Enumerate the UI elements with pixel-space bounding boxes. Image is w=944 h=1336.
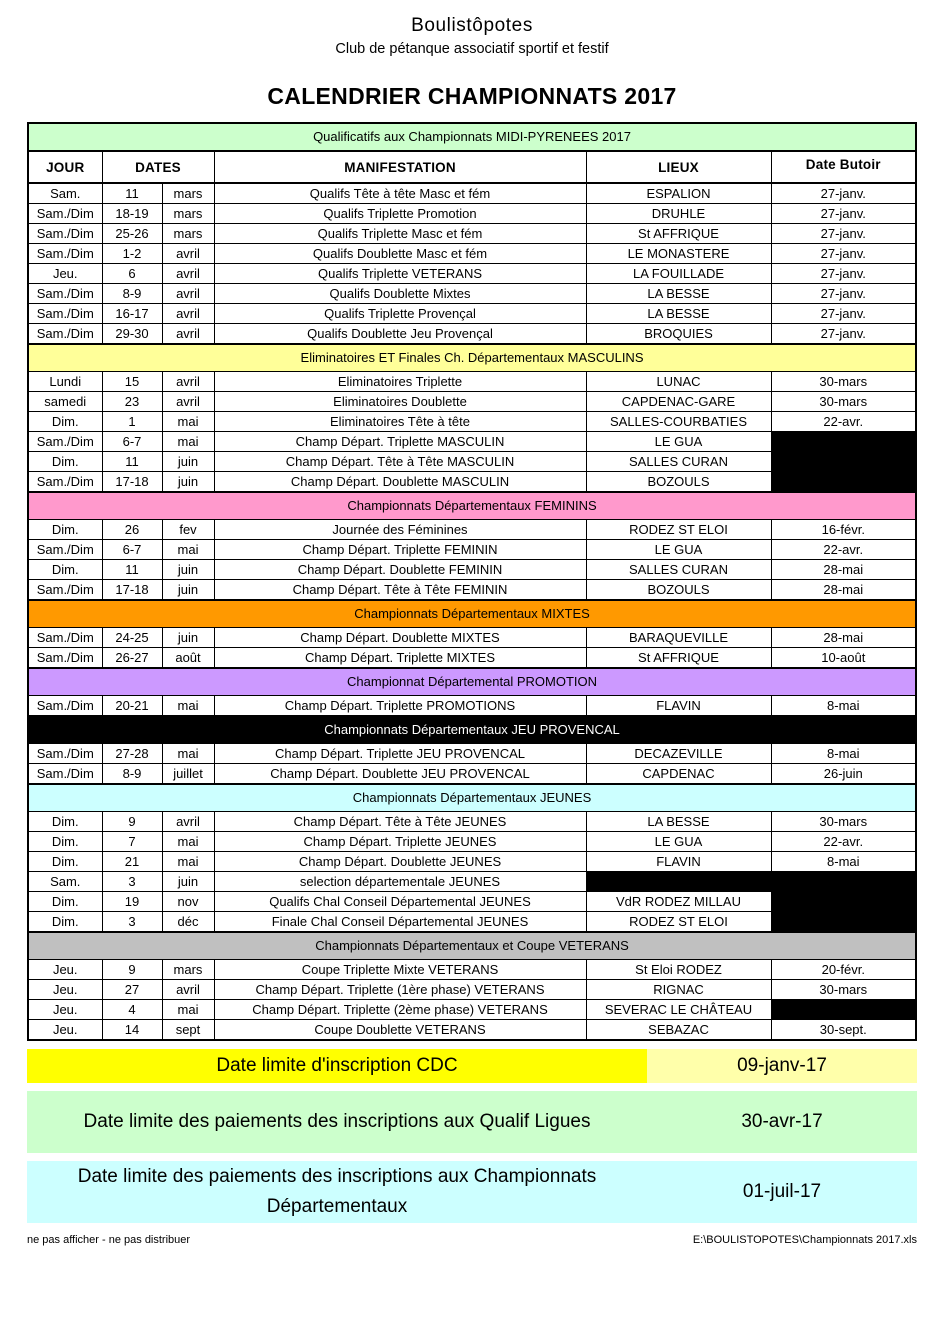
table-row [28, 872, 916, 892]
cell-jour: Dim. [28, 452, 102, 472]
column-header-manifestation: MANIFESTATION [214, 151, 586, 183]
cell-lieux: St Eloi RODEZ [586, 960, 771, 980]
cell-lieux: BOZOULS [586, 580, 771, 601]
cell-jour: Dim. [28, 832, 102, 852]
table-row [28, 284, 916, 304]
table-row [28, 560, 916, 580]
cell-manifestation: Champ Départ. Triplette MASCULIN [214, 432, 586, 452]
cell-manifestation: Champ Départ. Doublette JEUNES [214, 852, 586, 872]
cell-lieux: SEBAZAC [586, 1020, 771, 1041]
cell-manifestation: Qualifs Triplette Masc et fém [214, 224, 586, 244]
cell-lieux: LA FOUILLADE [586, 264, 771, 284]
cell-date-butoir: 28-mai [771, 628, 916, 648]
cell-jour: Sam. [28, 872, 102, 892]
cell-jour: Sam./Dim [28, 540, 102, 560]
cell-jour: Sam./Dim [28, 224, 102, 244]
cell-date-butoir [771, 1000, 916, 1020]
cell-month: déc [162, 912, 214, 933]
cell-date-butoir: 28-mai [771, 560, 916, 580]
cell-manifestation: Qualifs Doublette Jeu Provençal [214, 324, 586, 345]
section-title: Championnats Départementaux FEMININS [28, 492, 916, 520]
cell-day: 1-2 [102, 244, 162, 264]
cell-jour: Jeu. [28, 1020, 102, 1041]
cell-lieux: SEVERAC LE CHÂTEAU [586, 1000, 771, 1020]
table-row [28, 960, 916, 980]
cell-manifestation: Champ Départ. Triplette PROMOTIONS [214, 696, 586, 717]
section-header-row [28, 784, 916, 812]
cell-day: 26 [102, 520, 162, 540]
table-row [28, 764, 916, 785]
column-header-dates: DATES [102, 151, 214, 183]
cell-manifestation: Champ Départ. Triplette MIXTES [214, 648, 586, 669]
cell-month: mars [162, 960, 214, 980]
cell-month: juin [162, 872, 214, 892]
cell-lieux: BOZOULS [586, 472, 771, 493]
cell-date-butoir: 22-avr. [771, 832, 916, 852]
table-row [28, 912, 916, 933]
column-header-row [28, 151, 916, 183]
cell-month: mai [162, 540, 214, 560]
cell-month: juillet [162, 764, 214, 785]
cell-lieux: VdR RODEZ MILLAU [586, 892, 771, 912]
cell-date-butoir [771, 892, 916, 912]
calendar-table [27, 122, 917, 1041]
table-row [28, 852, 916, 872]
table-row [28, 744, 916, 764]
cell-month: août [162, 648, 214, 669]
cell-manifestation: Champ Départ. Triplette JEUNES [214, 832, 586, 852]
cell-month: avril [162, 264, 214, 284]
cell-date-butoir [771, 912, 916, 933]
cell-day: 21 [102, 852, 162, 872]
cell-date-butoir: 16-févr. [771, 520, 916, 540]
cell-jour: Lundi [28, 372, 102, 392]
cell-date-butoir: 30-mars [771, 372, 916, 392]
cell-month: mai [162, 412, 214, 432]
cell-lieux: LE MONASTERE [586, 244, 771, 264]
cell-manifestation: Qualifs Tête à tête Masc et fém [214, 183, 586, 204]
cell-day: 20-21 [102, 696, 162, 717]
cell-manifestation: Eliminatoires Doublette [214, 392, 586, 412]
cell-day: 17-18 [102, 580, 162, 601]
cell-day: 8-9 [102, 764, 162, 785]
cell-month: mai [162, 1000, 214, 1020]
cell-date-butoir: 22-avr. [771, 412, 916, 432]
cell-month: mai [162, 696, 214, 717]
column-header-jour: JOUR [28, 151, 102, 183]
cell-manifestation: Champ Départ. Triplette FEMININ [214, 540, 586, 560]
cell-day: 8-9 [102, 284, 162, 304]
cell-month: mai [162, 832, 214, 852]
cell-manifestation: Journée des Féminines [214, 520, 586, 540]
cell-manifestation: Champ Départ. Tête à Tête FEMININ [214, 580, 586, 601]
cell-month: juin [162, 560, 214, 580]
cell-jour: Dim. [28, 892, 102, 912]
masthead [0, 0, 944, 59]
cell-manifestation: Finale Chal Conseil Départemental JEUNES [214, 912, 586, 933]
table-row [28, 304, 916, 324]
cell-day: 11 [102, 452, 162, 472]
cell-date-butoir: 27-janv. [771, 304, 916, 324]
table-row [28, 392, 916, 412]
cell-date-butoir: 20-févr. [771, 960, 916, 980]
table-row [28, 892, 916, 912]
section-header-row [28, 716, 916, 744]
cell-manifestation: Champ Départ. Doublette JEU PROVENCAL [214, 764, 586, 785]
cell-lieux [586, 872, 771, 892]
cell-date-butoir: 30-sept. [771, 1020, 916, 1041]
cell-jour: Sam./Dim [28, 204, 102, 224]
cell-lieux: St AFFRIQUE [586, 224, 771, 244]
cell-manifestation: Champ Départ. Doublette MASCULIN [214, 472, 586, 493]
cell-day: 24-25 [102, 628, 162, 648]
section-title: Qualificatifs aux Championnats MIDI-PYRENEES 2017 [28, 123, 916, 151]
cell-lieux: DRUHLE [586, 204, 771, 224]
cell-month: sept [162, 1020, 214, 1041]
cell-manifestation: Qualifs Triplette Provençal [214, 304, 586, 324]
cell-day: 14 [102, 1020, 162, 1041]
cell-manifestation: Eliminatoires Tête à tête [214, 412, 586, 432]
section-title: Championnats Départementaux JEU PROVENCAL [28, 716, 916, 744]
cell-jour: Dim. [28, 560, 102, 580]
cell-date-butoir: 27-janv. [771, 244, 916, 264]
cell-date-butoir: 30-mars [771, 980, 916, 1000]
table-row [28, 832, 916, 852]
cell-day: 1 [102, 412, 162, 432]
cell-day: 4 [102, 1000, 162, 1020]
cell-month: juin [162, 580, 214, 601]
cell-date-butoir: 30-mars [771, 812, 916, 832]
cell-manifestation: Champ Départ. Doublette FEMININ [214, 560, 586, 580]
cell-month: mai [162, 744, 214, 764]
cell-date-butoir [771, 452, 916, 472]
cell-jour: Sam./Dim [28, 696, 102, 717]
cell-jour: Sam./Dim [28, 432, 102, 452]
table-row [28, 412, 916, 432]
cell-month: avril [162, 392, 214, 412]
cell-day: 27-28 [102, 744, 162, 764]
table-row [28, 264, 916, 284]
cell-lieux: RODEZ ST ELOI [586, 520, 771, 540]
cell-day: 23 [102, 392, 162, 412]
footer-left-note: ne pas afficher - ne pas distribuer [27, 1234, 191, 1246]
deadline-value: 09-janv-17 [647, 1049, 917, 1083]
cell-date-butoir: 8-mai [771, 852, 916, 872]
cell-day: 29-30 [102, 324, 162, 345]
section-title: Championnat Départemental PROMOTION [28, 668, 916, 696]
deadline-label: Date limite d'inscription CDC [27, 1049, 647, 1083]
section-title: Championnats Départementaux MIXTES [28, 600, 916, 628]
table-row [28, 580, 916, 601]
cell-jour: Dim. [28, 912, 102, 933]
cell-month: fev [162, 520, 214, 540]
section-header-row [28, 344, 916, 372]
club-tagline: Club de pétanque associatif sportif et festif [335, 41, 609, 57]
cell-lieux: RIGNAC [586, 980, 771, 1000]
column-header-date-butoir-text: Date Butoir [805, 156, 881, 172]
table-row [28, 980, 916, 1000]
calendar-table-wrap [27, 122, 917, 1041]
cell-lieux: LE GUA [586, 832, 771, 852]
cell-date-butoir: 8-mai [771, 696, 916, 717]
table-row [28, 628, 916, 648]
table-row [28, 648, 916, 669]
cell-day: 6 [102, 264, 162, 284]
cell-jour: Sam./Dim [28, 580, 102, 601]
cell-month: avril [162, 244, 214, 264]
cell-month: avril [162, 980, 214, 1000]
cell-month: avril [162, 284, 214, 304]
cell-day: 3 [102, 872, 162, 892]
cell-lieux: CAPDENAC-GARE [586, 392, 771, 412]
table-row [28, 372, 916, 392]
table-row [28, 1020, 916, 1041]
table-row [28, 1000, 916, 1020]
cell-day: 9 [102, 960, 162, 980]
cell-lieux: LA BESSE [586, 284, 771, 304]
deadline-row [27, 1091, 917, 1153]
cell-date-butoir [771, 872, 916, 892]
cell-date-butoir [771, 432, 916, 452]
table-row [28, 540, 916, 560]
cell-lieux: DECAZEVILLE [586, 744, 771, 764]
cell-lieux: SALLES CURAN [586, 452, 771, 472]
table-row [28, 812, 916, 832]
table-row [28, 520, 916, 540]
section-header-row [28, 600, 916, 628]
cell-jour: Sam./Dim [28, 648, 102, 669]
cell-jour: Sam./Dim [28, 764, 102, 785]
cell-lieux: FLAVIN [586, 852, 771, 872]
cell-jour: Jeu. [28, 264, 102, 284]
cell-jour: Sam./Dim [28, 628, 102, 648]
cell-manifestation: selection départementale JEUNES [214, 872, 586, 892]
table-row [28, 183, 916, 204]
cell-day: 11 [102, 560, 162, 580]
column-header-date-butoir [771, 151, 916, 183]
cell-month: mai [162, 852, 214, 872]
cell-lieux: LA BESSE [586, 304, 771, 324]
cell-jour: Sam./Dim [28, 472, 102, 493]
cell-date-butoir: 22-avr. [771, 540, 916, 560]
cell-date-butoir: 10-août [771, 648, 916, 669]
section-title: Championnats Départementaux JEUNES [28, 784, 916, 812]
cell-date-butoir: 26-juin [771, 764, 916, 785]
cell-lieux: SALLES-COURBATIES [586, 412, 771, 432]
page-title: CALENDRIER CHAMPIONNATS 2017 [267, 83, 677, 109]
cell-month: nov [162, 892, 214, 912]
cell-lieux: BARAQUEVILLE [586, 628, 771, 648]
cell-jour: Jeu. [28, 1000, 102, 1020]
cell-month: juin [162, 472, 214, 493]
deadline-list [27, 1049, 917, 1223]
cell-day: 9 [102, 812, 162, 832]
cell-date-butoir: 8-mai [771, 744, 916, 764]
section-header-row [28, 492, 916, 520]
cell-month: mars [162, 224, 214, 244]
cell-lieux: SALLES CURAN [586, 560, 771, 580]
cell-day: 18-19 [102, 204, 162, 224]
table-row [28, 452, 916, 472]
cell-date-butoir [771, 472, 916, 493]
cell-lieux: LA BESSE [586, 812, 771, 832]
cell-date-butoir: 27-janv. [771, 264, 916, 284]
deadline-row [27, 1049, 917, 1083]
cell-manifestation: Champ Départ. Triplette JEU PROVENCAL [214, 744, 586, 764]
table-row [28, 324, 916, 345]
cell-lieux: RODEZ ST ELOI [586, 912, 771, 933]
cell-jour: Sam./Dim [28, 324, 102, 345]
cell-day: 19 [102, 892, 162, 912]
cell-jour: Sam./Dim [28, 244, 102, 264]
section-header-row [28, 668, 916, 696]
cell-jour: Dim. [28, 812, 102, 832]
cell-jour: Dim. [28, 852, 102, 872]
cell-date-butoir: 27-janv. [771, 183, 916, 204]
cell-manifestation: Qualifs Triplette Promotion [214, 204, 586, 224]
cell-manifestation: Qualifs Doublette Mixtes [214, 284, 586, 304]
cell-manifestation: Champ Départ. Doublette MIXTES [214, 628, 586, 648]
cell-jour: Dim. [28, 412, 102, 432]
cell-jour: Dim. [28, 520, 102, 540]
table-row [28, 224, 916, 244]
deadline-value: 01-juil-17 [647, 1161, 917, 1223]
cell-day: 27 [102, 980, 162, 1000]
column-header-lieux: LIEUX [586, 151, 771, 183]
cell-day: 3 [102, 912, 162, 933]
cell-month: avril [162, 812, 214, 832]
cell-date-butoir: 27-janv. [771, 284, 916, 304]
cell-date-butoir: 27-janv. [771, 224, 916, 244]
cell-lieux: LE GUA [586, 432, 771, 452]
cell-jour: Sam. [28, 183, 102, 204]
section-title: Championnats Départementaux et Coupe VETERANS [28, 932, 916, 960]
page-footer [27, 1231, 917, 1246]
table-row [28, 432, 916, 452]
cell-jour: Sam./Dim [28, 744, 102, 764]
cell-lieux: FLAVIN [586, 696, 771, 717]
table-row [28, 472, 916, 493]
cell-lieux: CAPDENAC [586, 764, 771, 785]
footer-file-path: E:\BOULISTOPOTES\Championnats 2017.xls [692, 1234, 917, 1246]
cell-day: 25-26 [102, 224, 162, 244]
cell-lieux: BROQUIES [586, 324, 771, 345]
section-header-row [28, 123, 916, 151]
cell-month: avril [162, 324, 214, 345]
cell-manifestation: Champ Départ. Tête à Tête JEUNES [214, 812, 586, 832]
cell-month: juin [162, 452, 214, 472]
section-title: Eliminatoires ET Finales Ch. Départementaux MASCULINS [28, 344, 916, 372]
cell-month: mai [162, 432, 214, 452]
deadline-label: Date limite des paiements des inscriptions aux Qualif Ligues [27, 1091, 647, 1153]
cell-day: 6-7 [102, 540, 162, 560]
cell-jour: Sam./Dim [28, 304, 102, 324]
cell-month: mars [162, 183, 214, 204]
deadline-row [27, 1161, 917, 1223]
club-name: Boulistôpotes [411, 15, 533, 36]
cell-manifestation: Champ Départ. Triplette (2ème phase) VETERANS [214, 1000, 586, 1020]
table-row [28, 204, 916, 224]
cell-manifestation: Qualifs Doublette Masc et fém [214, 244, 586, 264]
cell-day: 11 [102, 183, 162, 204]
cell-jour: Jeu. [28, 960, 102, 980]
table-row [28, 244, 916, 264]
cell-manifestation: Qualifs Chal Conseil Départemental JEUNES [214, 892, 586, 912]
table-row [28, 696, 916, 717]
cell-date-butoir: 30-mars [771, 392, 916, 412]
cell-day: 16-17 [102, 304, 162, 324]
cell-manifestation: Champ Départ. Triplette (1ère phase) VETERANS [214, 980, 586, 1000]
cell-lieux: ESPALION [586, 183, 771, 204]
cell-jour: Sam./Dim [28, 284, 102, 304]
cell-month: avril [162, 372, 214, 392]
cell-manifestation: Qualifs Triplette VETERANS [214, 264, 586, 284]
cell-jour: samedi [28, 392, 102, 412]
cell-month: juin [162, 628, 214, 648]
cell-day: 26-27 [102, 648, 162, 669]
cell-manifestation: Champ Départ. Tête à Tête MASCULIN [214, 452, 586, 472]
cell-date-butoir: 27-janv. [771, 204, 916, 224]
cell-jour: Jeu. [28, 980, 102, 1000]
section-header-row [28, 932, 916, 960]
cell-manifestation: Coupe Triplette Mixte VETERANS [214, 960, 586, 980]
cell-date-butoir: 28-mai [771, 580, 916, 601]
cell-manifestation: Eliminatoires Triplette [214, 372, 586, 392]
cell-lieux: St AFFRIQUE [586, 648, 771, 669]
cell-day: 6-7 [102, 432, 162, 452]
cell-month: avril [162, 304, 214, 324]
cell-manifestation: Coupe Doublette VETERANS [214, 1020, 586, 1041]
deadline-value: 30-avr-17 [647, 1091, 917, 1153]
deadline-label: Date limite des paiements des inscriptions aux Championnats Départementaux [27, 1161, 647, 1223]
cell-lieux: LUNAC [586, 372, 771, 392]
cell-lieux: LE GUA [586, 540, 771, 560]
cell-month: mars [162, 204, 214, 224]
cell-day: 15 [102, 372, 162, 392]
cell-date-butoir: 27-janv. [771, 324, 916, 345]
cell-day: 7 [102, 832, 162, 852]
cell-day: 17-18 [102, 472, 162, 493]
